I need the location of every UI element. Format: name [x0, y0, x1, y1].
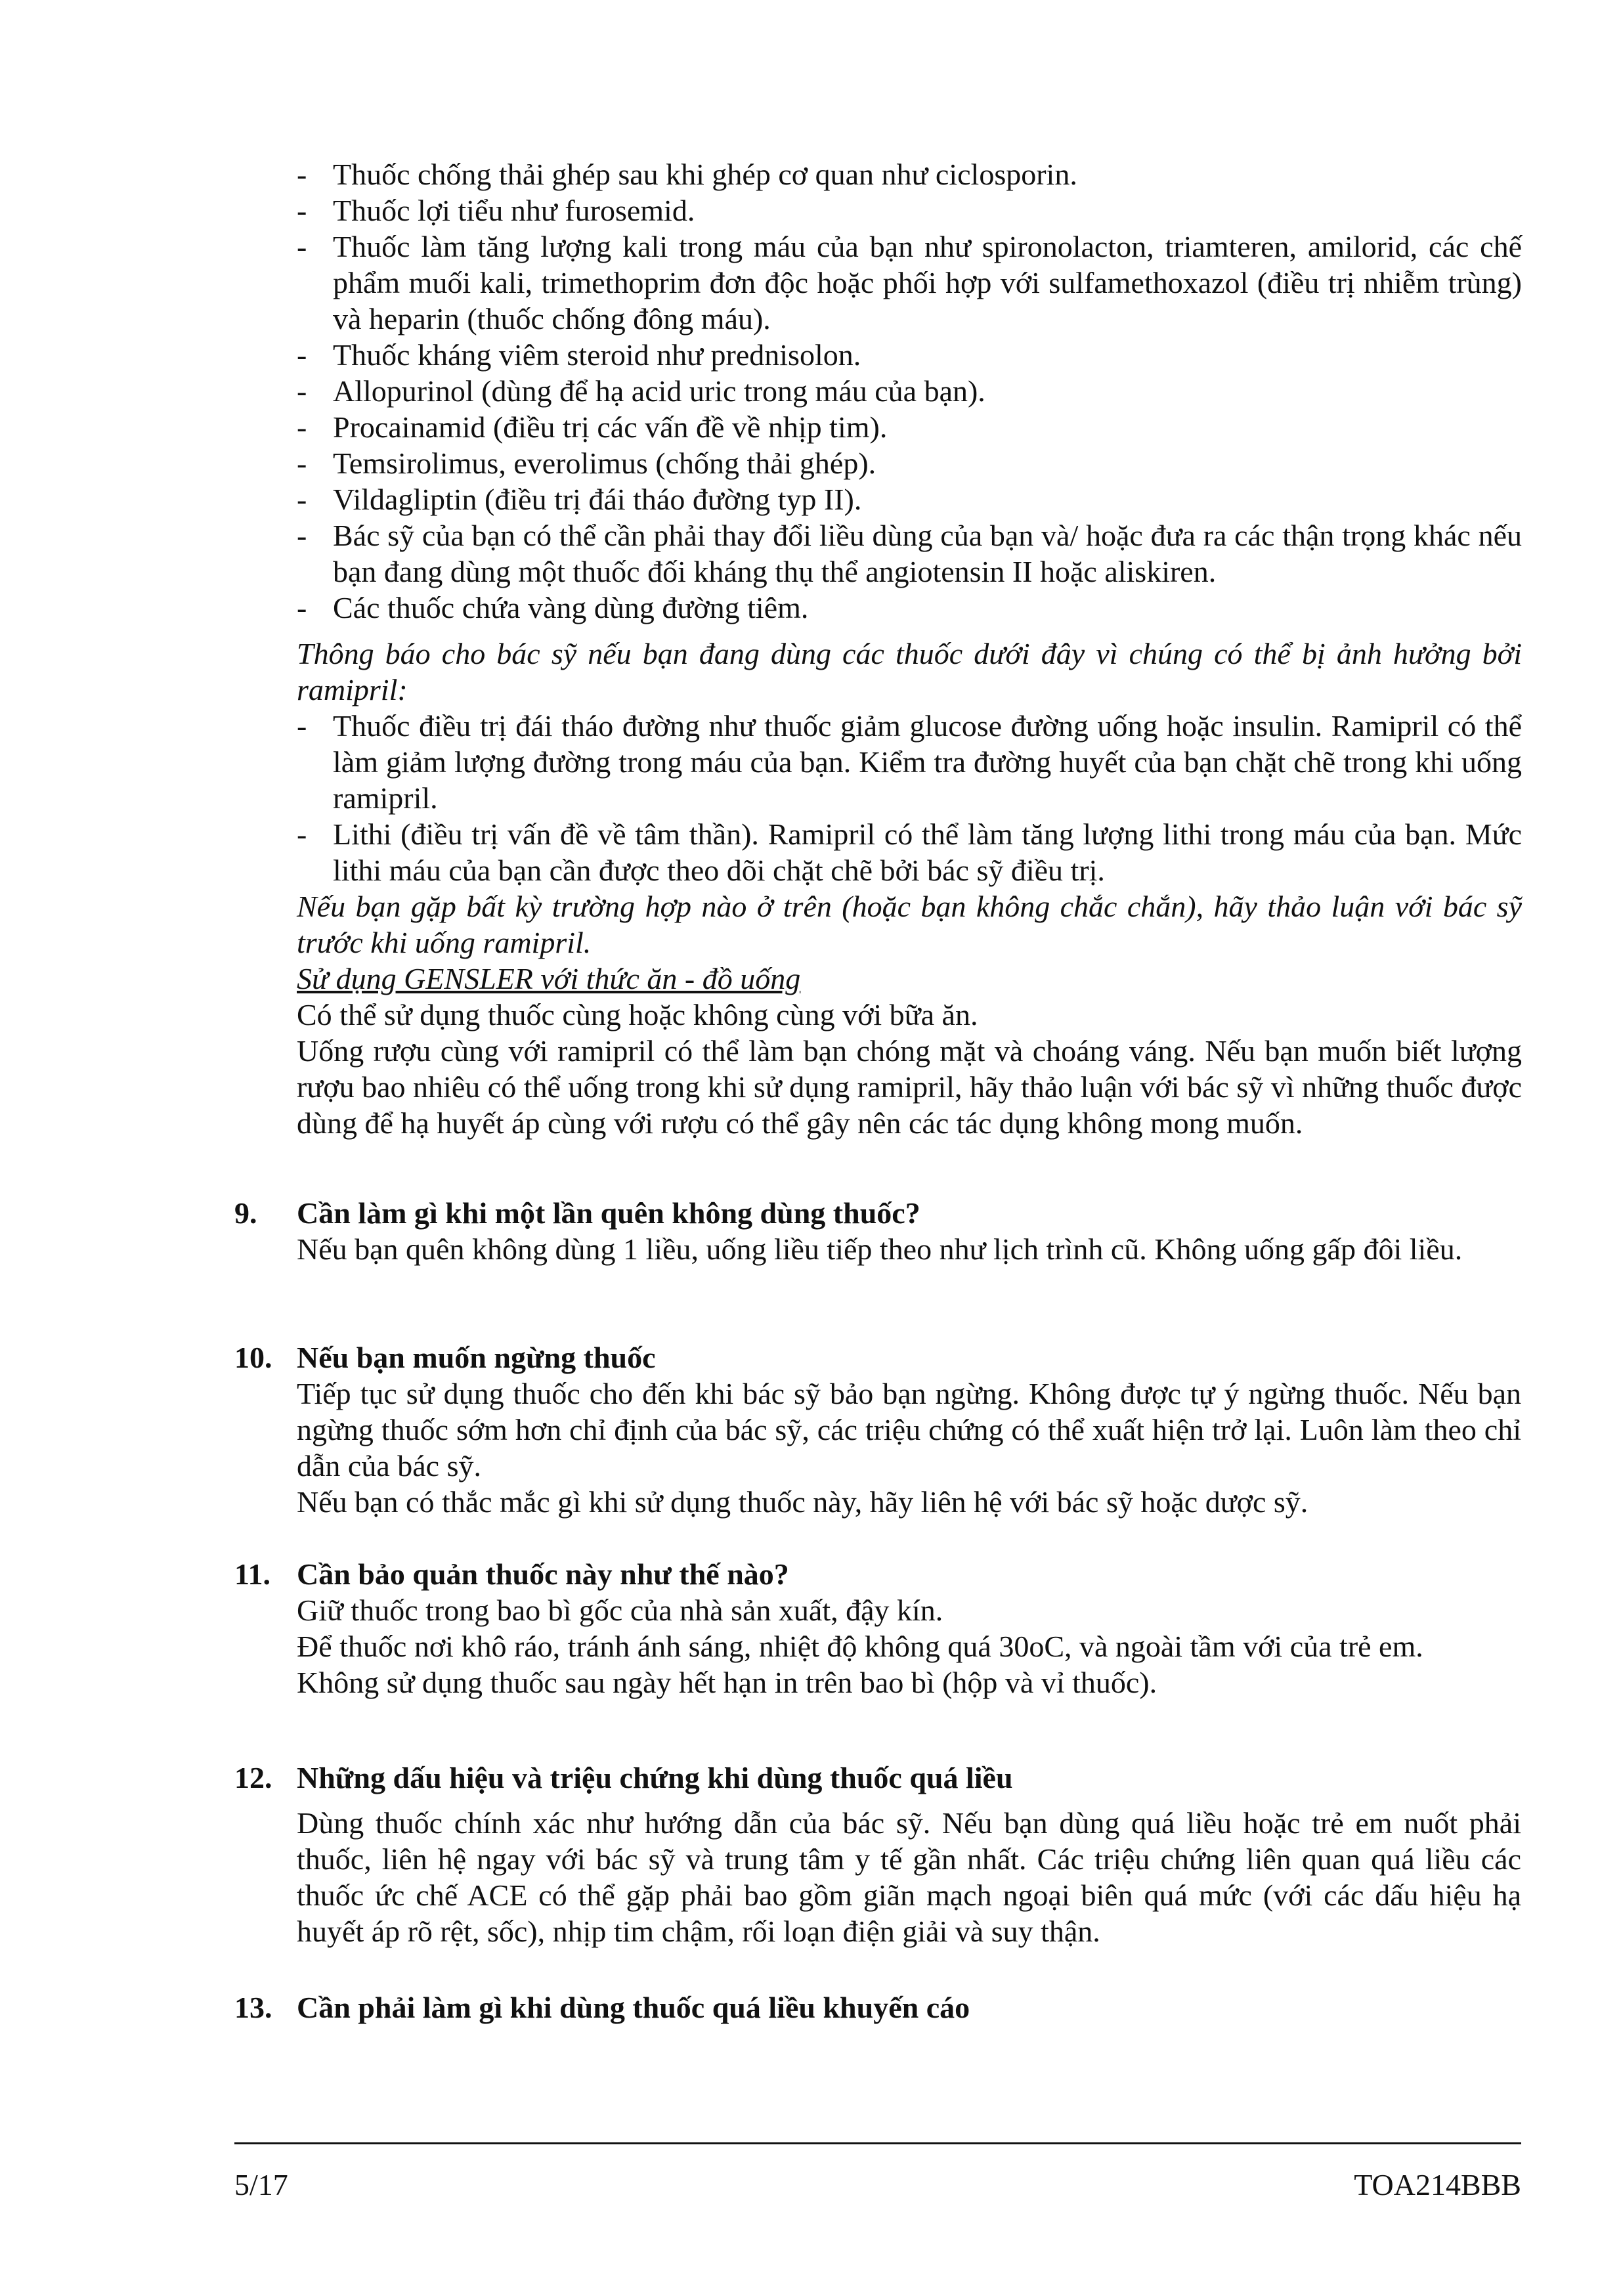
food-paragraph-1: Có thể sử dụng thuốc cùng hoặc không cùng với bữa ăn. [297, 998, 978, 1031]
section-number: 11. [234, 1557, 270, 1591]
section-paragraph: Không sử dụng thuốc sau ngày hết hạn in trên bao bì (hộp và vỉ thuốc). [297, 1666, 1157, 1699]
section-12 [234, 1760, 1521, 1949]
caution-paragraph: Nếu bạn gặp bất kỳ trường hợp nào ở trên (hoặc bạn không chắc chắn), hãy thảo luận với bác sỹ trước khi uống ramipril. [297, 890, 1522, 959]
list-item: - Allopurinol (dùng để hạ acid uric trong máu của bạn). [297, 373, 1522, 409]
list-item: - Thuốc điều trị đái tháo đường như thuốc giảm glucose đường uống hoặc insulin. Ramipril có thể làm giảm lượng đường trong máu của bạn. Kiểm tra đường huyết của bạn chặt chẽ trong khi uống ramipril. [297, 708, 1522, 816]
list-item: - Procainamid (điều trị các vấn đề về nhịp tim). [297, 409, 1522, 445]
section-13 [234, 1989, 1521, 2025]
notice-paragraph: Thông báo cho bác sỹ nếu bạn đang dùng các thuốc dưới đây vì chúng có thể bị ảnh hưởng bởi ramipril: [297, 637, 1522, 706]
list-item: - Thuốc kháng viêm steroid như prednisolon. [297, 337, 1522, 373]
list-item: - Lithi (điều trị vấn đề về tâm thần). Ramipril có thể làm tăng lượng lithi trong máu của bạn. Mức lithi máu của bạn cần được theo dõi chặt chẽ bởi bác sỹ điều trị. [297, 816, 1522, 888]
section-paragraph: Tiếp tục sử dụng thuốc cho đến khi bác sỹ bảo bạn ngừng. Không được tự ý ngừng thuốc. Nếu bạn ngừng thuốc sớm hơn chỉ định của bác sỹ, các triệu chứng có thể xuất hiện trở lại. Luôn làm theo chỉ dẫn của bác sỹ. [297, 1377, 1521, 1483]
section-10 [234, 1339, 1521, 1520]
list-item: - Vildagliptin (điều trị đái tháo đường typ II). [297, 481, 1522, 517]
section-title: Cần bảo quản thuốc này như thế nào? [297, 1557, 789, 1591]
section-title: Cần phải làm gì khi dùng thuốc quá liều khuyến cáo [297, 1991, 970, 2024]
section-paragraph: Nếu bạn quên không dùng 1 liều, uống liều tiếp theo như lịch trình cũ. Không uống gấp đôi liều. [297, 1232, 1463, 1266]
list-item: - Thuốc làm tăng lượng kali trong máu của bạn như spironolacton, triamteren, amilorid, các chế phẩm muối kali, trimethoprim đơn độc hoặc phối hợp với sulfamethoxazol (điều trị nhiễm trùng) và heparin (thuốc chống đông máu). [297, 228, 1522, 337]
food-heading-text: Sử dụng GENSLER với thức ăn - đồ uống [297, 962, 801, 995]
footer-divider [234, 2142, 1521, 2144]
list-item: - Temsirolimus, everolimus (chống thải ghép). [297, 445, 1522, 481]
section-9 [234, 1195, 1521, 1267]
document-code: TOA214BBB [1354, 2168, 1521, 2201]
section-paragraph: Nếu bạn có thắc mắc gì khi sử dụng thuốc này, hãy liên hệ với bác sỹ hoặc dược sỹ. [297, 1485, 1308, 1519]
interaction-list-1 [297, 156, 1522, 626]
list-item: - Thuốc chống thải ghép sau khi ghép cơ quan như ciclosporin. [297, 156, 1522, 192]
section-number: 10. [234, 1341, 272, 1374]
section-title: Những dấu hiệu và triệu chứng khi dùng thuốc quá liều [297, 1761, 1013, 1794]
interaction-list-2 [297, 708, 1522, 888]
list-item: - Các thuốc chứa vàng dùng đường tiêm. [297, 590, 1522, 626]
section-number: 13. [234, 1991, 272, 2024]
section-paragraph: Giữ thuốc trong bao bì gốc của nhà sản xuất, đậy kín. [297, 1593, 943, 1627]
section-number: 9. [234, 1196, 257, 1230]
section-paragraph: Dùng thuốc chính xác như hướng dẫn của bác sỹ. Nếu bạn dùng quá liều hoặc trẻ em nuốt phải thuốc, liên hệ ngay với bác sỹ và trung tâm y tế gần nhất. Các triệu chứng liên quan quá liều các thuốc ức chế ACE có thể gặp phải bao gồm giãn mạch ngoại biên quá mức (với các dấu hiệu hạ huyết áp rõ rệt, sốc), nhịp tim chậm, rối loạn điện giải và suy thận. [297, 1806, 1521, 1948]
list-item: - Bác sỹ của bạn có thể cần phải thay đổi liều dùng của bạn và/ hoặc đưa ra các thận trọng khác nếu bạn đang dùng một thuốc đối kháng thụ thể angiotensin II hoặc aliskiren. [297, 517, 1522, 590]
food-heading [297, 961, 1522, 997]
section-paragraph: Để thuốc nơi khô ráo, tránh ánh sáng, nhiệt độ không quá 30oC, và ngoài tầm với của trẻ em. [297, 1630, 1423, 1663]
section-number: 12. [234, 1761, 272, 1794]
page-number: 5/17 [234, 2168, 288, 2201]
list-item: - Thuốc lợi tiểu như furosemid. [297, 192, 1522, 228]
food-paragraph-2: Uống rượu cùng với ramipril có thể làm bạn chóng mặt và choáng váng. Nếu bạn muốn biết lượng rượu bao nhiêu có thể uống trong khi sử dụng ramipril, hãy thảo luận với bác sỹ vì những thuốc được dùng để hạ huyết áp cùng với rượu có thể gây nên các tác dụng không mong muốn. [297, 1034, 1522, 1140]
section-title: Nếu bạn muốn ngừng thuốc [297, 1341, 656, 1374]
section-11 [234, 1556, 1521, 1700]
section-title: Cần làm gì khi một lần quên không dùng thuốc? [297, 1196, 920, 1230]
